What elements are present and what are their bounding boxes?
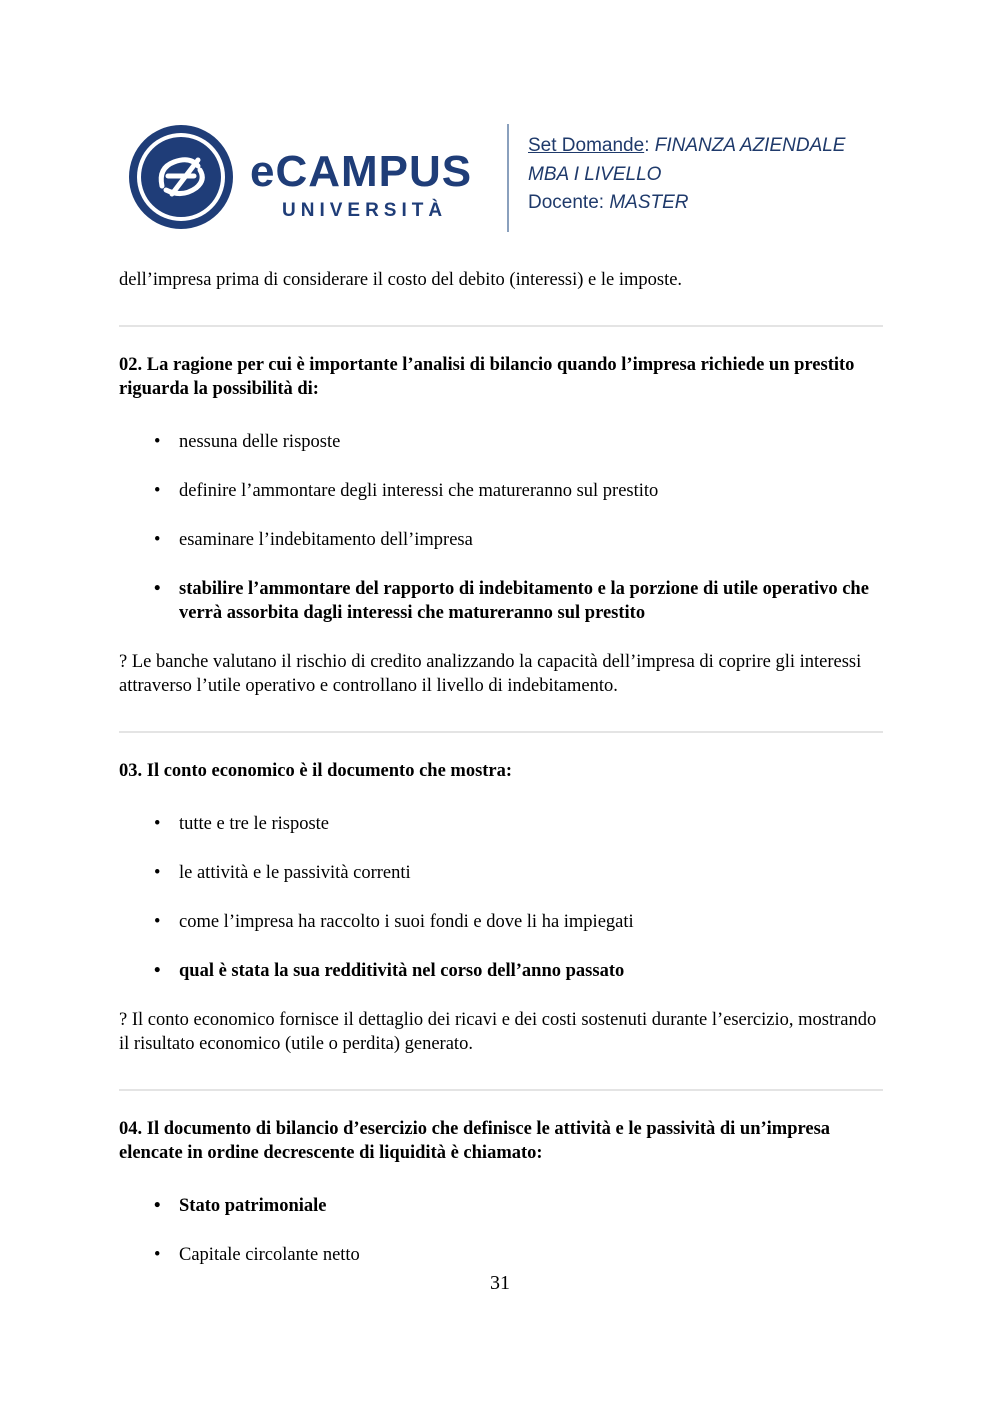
page-content — [119, 268, 883, 1292]
question-text: 02. La ragione per cui è importante l’analisi di bilancio quando l’impresa richiede un prestito riguarda la possibilità di: — [119, 355, 855, 399]
bullet-icon: • — [154, 961, 161, 981]
question-block-04 — [119, 1117, 883, 1267]
set-domande-line: Set Domande: FINANZA AZIENDALE — [528, 135, 846, 156]
logo-brand-text: eCAMPUS — [250, 147, 473, 196]
answer-item — [119, 1243, 883, 1267]
explanation-text: ? Le banche valutano il rischio di credito analizzando la capacità dell’impresa di coprire gli interessi attraverso l’utile operativo e controllano il livello di indebitamento. — [119, 652, 862, 696]
answer-text: definire l’ammontare degli interessi che matureranno sul prestito — [179, 481, 659, 501]
docente-label: Docente: — [528, 192, 605, 213]
header-divider — [507, 124, 509, 232]
answer-text: come l’impresa ha raccolto i suoi fondi e dove li ha impiegati — [179, 912, 634, 932]
ecampus-logo-emblem — [128, 124, 234, 230]
bullet-icon: • — [154, 863, 161, 883]
answer-item-correct — [119, 959, 883, 983]
answer-list — [119, 430, 883, 625]
answer-text: tutte e tre le risposte — [179, 814, 330, 834]
docente-line — [528, 189, 845, 218]
bullet-icon: • — [154, 1245, 161, 1265]
question-text: 03. Il conto economico è il documento che mostra: — [119, 761, 513, 781]
answer-text: stabilire l’ammontare del rapporto di indebitamento e la porzione di utile operativo che verrà assorbita dagli interessi che matureranno sul prestito — [179, 579, 869, 623]
answer-text: le attività e le passività correnti — [179, 863, 411, 883]
answer-item — [119, 812, 883, 836]
docente-value: MASTER — [609, 192, 689, 213]
set-value: FINANZA AZIENDALE — [654, 135, 846, 156]
level-line: MBA I LIVELLO — [528, 163, 662, 185]
answer-item — [119, 528, 883, 552]
explanation-text: ? Il conto economico fornisce il dettaglio dei ricavi e dei costi sostenuti durante l’esercizio, mostrando il risultato economico (utile o perdita) generato. — [119, 1010, 877, 1054]
bullet-icon: • — [154, 432, 161, 452]
question-block-03 — [119, 759, 883, 1056]
intro-text: dell’impresa prima di considerare il costo del debito (interessi) e le imposte. — [119, 270, 683, 290]
separator — [119, 731, 883, 733]
question-text: 04. Il documento di bilancio d’esercizio che definisce le attività e le passività di un’impresa elencate in ordine decrescente di liquidità è chiamato: — [119, 1119, 831, 1163]
ecampus-logo-wordmark — [250, 147, 473, 222]
separator — [119, 325, 883, 327]
answer-list — [119, 812, 883, 983]
answer-item — [119, 861, 883, 885]
bullet-icon: • — [154, 530, 161, 550]
bullet-icon: • — [154, 912, 161, 932]
answer-text: qual è stata la sua redditività nel corso dell’anno passato — [179, 961, 625, 981]
logo-sub-text: UNIVERSITÀ — [282, 200, 448, 221]
page-number: 31 — [490, 1272, 510, 1294]
header-info — [528, 132, 845, 218]
separator — [119, 1089, 883, 1091]
bullet-icon: • — [154, 814, 161, 834]
set-label: Set Domande — [528, 135, 645, 156]
answer-text: Capitale circolante netto — [179, 1245, 360, 1265]
answer-item — [119, 910, 883, 934]
answer-text: nessuna delle risposte — [179, 432, 341, 452]
answer-text: Stato patrimoniale — [179, 1196, 327, 1216]
answer-text: esaminare l’indebitamento dell’impresa — [179, 530, 473, 550]
answer-item — [119, 430, 883, 454]
answer-list — [119, 1194, 883, 1267]
answer-item — [119, 479, 883, 503]
question-block-02 — [119, 353, 883, 698]
bullet-icon: • — [154, 481, 161, 501]
page-header — [124, 120, 884, 235]
answer-item-correct — [119, 577, 883, 625]
answer-item-correct — [119, 1194, 883, 1218]
bullet-icon: • — [154, 1196, 161, 1216]
bullet-icon: • — [154, 579, 161, 599]
